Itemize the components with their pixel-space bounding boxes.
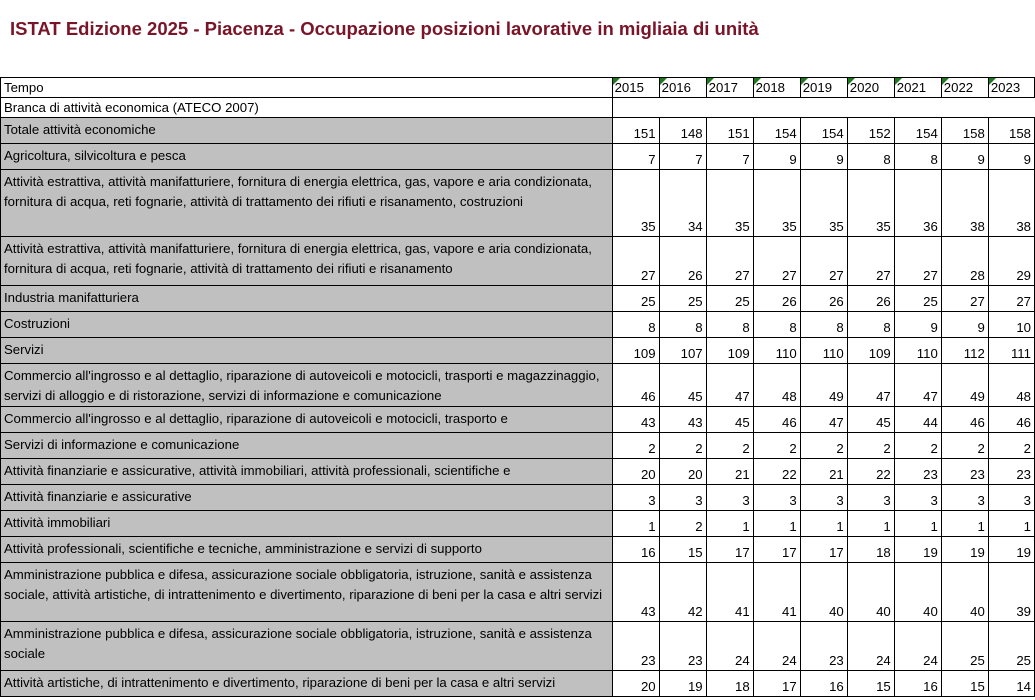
value-cell[interactable]: 8 <box>847 312 894 338</box>
value-cell[interactable]: 21 <box>800 459 847 485</box>
value-cell[interactable]: 110 <box>894 338 941 364</box>
value-cell[interactable]: 26 <box>753 286 800 312</box>
year-header[interactable] <box>612 78 659 98</box>
value-cell[interactable]: 45 <box>659 364 706 407</box>
row-label[interactable]: Industria manifatturiera <box>1 286 613 312</box>
value-cell[interactable]: 112 <box>941 338 988 364</box>
row-label[interactable]: Totale attività economiche <box>1 118 613 144</box>
value-cell[interactable]: 109 <box>612 338 659 364</box>
value-cell[interactable]: 40 <box>894 563 941 622</box>
value-cell[interactable]: 38 <box>941 170 988 237</box>
year-header[interactable] <box>800 78 847 98</box>
value-cell[interactable]: 27 <box>894 237 941 286</box>
table-row <box>1 170 1035 237</box>
year-header[interactable] <box>753 78 800 98</box>
value-cell[interactable]: 29 <box>988 237 1034 286</box>
value-cell[interactable]: 35 <box>847 170 894 237</box>
value-cell[interactable]: 2 <box>847 433 894 459</box>
value-cell[interactable]: 3 <box>847 485 894 511</box>
value-cell[interactable]: 9 <box>941 144 988 170</box>
value-cell[interactable]: 23 <box>800 622 847 671</box>
value-cell[interactable]: 14 <box>988 671 1034 697</box>
table-row <box>1 286 1035 312</box>
value-cell[interactable]: 8 <box>800 312 847 338</box>
value-cell[interactable]: 22 <box>753 459 800 485</box>
value-cell[interactable]: 3 <box>706 485 753 511</box>
value-cell[interactable]: 27 <box>800 237 847 286</box>
row-label[interactable]: Servizi <box>1 338 613 364</box>
table-row <box>1 433 1035 459</box>
value-cell[interactable]: 1 <box>800 511 847 537</box>
value-cell[interactable]: 23 <box>988 459 1034 485</box>
value-cell[interactable]: 35 <box>706 170 753 237</box>
value-cell[interactable]: 25 <box>659 286 706 312</box>
row-label[interactable]: Costruzioni <box>1 312 613 338</box>
value-cell[interactable]: 18 <box>847 537 894 563</box>
year-header[interactable] <box>941 78 988 98</box>
value-cell[interactable]: 43 <box>612 407 659 433</box>
value-cell[interactable]: 20 <box>612 459 659 485</box>
header-label[interactable]: Tempo <box>1 78 613 98</box>
value-cell[interactable]: 8 <box>612 312 659 338</box>
value-cell[interactable]: 3 <box>988 485 1034 511</box>
value-cell[interactable]: 3 <box>612 485 659 511</box>
cell-comment-marker-icon <box>660 78 667 85</box>
value-cell[interactable]: 19 <box>941 537 988 563</box>
year-header[interactable] <box>706 78 753 98</box>
value-cell[interactable]: 46 <box>941 407 988 433</box>
value-cell[interactable]: 47 <box>706 364 753 407</box>
row-label[interactable]: Servizi di informazione e comunicazione <box>1 433 613 459</box>
year-header[interactable] <box>847 78 894 98</box>
header-row <box>1 78 1035 98</box>
year-header[interactable] <box>894 78 941 98</box>
value-cell[interactable]: 38 <box>988 170 1034 237</box>
value-cell[interactable]: 19 <box>894 537 941 563</box>
table-row <box>1 407 1035 433</box>
cell-comment-marker-icon <box>801 78 808 85</box>
value-cell[interactable]: 1 <box>988 511 1034 537</box>
value-cell[interactable]: 22 <box>847 459 894 485</box>
value-cell[interactable]: 20 <box>659 459 706 485</box>
year-label: 2020 <box>849 80 880 95</box>
value-cell[interactable]: 26 <box>800 286 847 312</box>
year-label: 2019 <box>802 80 833 95</box>
value-cell[interactable]: 8 <box>706 312 753 338</box>
value-cell[interactable]: 1 <box>941 511 988 537</box>
value-cell[interactable]: 17 <box>753 671 800 697</box>
value-cell[interactable]: 23 <box>659 622 706 671</box>
year-label: 2023 <box>990 80 1021 95</box>
page-title: ISTAT Edizione 2025 - Piacenza - Occupazione posizioni lavorative in migliaia di unità <box>10 18 759 39</box>
value-cell[interactable]: 16 <box>800 671 847 697</box>
value-cell[interactable]: 17 <box>800 537 847 563</box>
value-cell[interactable]: 26 <box>847 286 894 312</box>
value-cell[interactable]: 154 <box>800 118 847 144</box>
value-cell[interactable]: 23 <box>894 459 941 485</box>
value-cell[interactable]: 158 <box>988 118 1034 144</box>
value-cell[interactable]: 24 <box>753 622 800 671</box>
value-cell[interactable]: 40 <box>847 563 894 622</box>
table-row <box>1 338 1035 364</box>
row-label[interactable]: Attività estrattiva, attività manifatturiere, fornitura di energia elettrica, gas, vapore e aria condizionata, fornitura di acqua, reti fognarie, attività di trattamento dei rifiuti e risanamento <box>1 237 613 286</box>
value-cell[interactable]: 148 <box>659 118 706 144</box>
value-cell[interactable]: 1 <box>612 511 659 537</box>
value-cell[interactable]: 154 <box>753 118 800 144</box>
value-cell[interactable]: 25 <box>988 622 1034 671</box>
table-row <box>1 511 1035 537</box>
value-cell[interactable]: 27 <box>847 237 894 286</box>
table-row <box>1 364 1035 407</box>
value-cell[interactable]: 35 <box>612 170 659 237</box>
row-label[interactable]: Attività professionali, scientifiche e tecniche, amministrazione e servizi di supporto <box>1 537 613 563</box>
cell-comment-marker-icon <box>848 78 855 85</box>
value-cell[interactable]: 3 <box>894 485 941 511</box>
value-cell[interactable]: 46 <box>612 364 659 407</box>
row-label[interactable]: Commercio all'ingrosso e al dettaglio, riparazione di autoveicoli e motocicli, trasporto e <box>1 407 613 433</box>
year-label: 2018 <box>755 80 786 95</box>
value-cell[interactable]: 28 <box>941 237 988 286</box>
value-cell[interactable]: 19 <box>988 537 1034 563</box>
subheader-row <box>1 98 1035 118</box>
value-cell[interactable]: 41 <box>753 563 800 622</box>
cell-comment-marker-icon <box>942 78 949 85</box>
value-cell[interactable]: 40 <box>800 563 847 622</box>
value-cell[interactable]: 9 <box>800 144 847 170</box>
value-cell[interactable]: 3 <box>659 485 706 511</box>
value-cell[interactable]: 1 <box>894 511 941 537</box>
subheader-label[interactable]: Branca di attività economica (ATECO 2007) <box>1 98 613 118</box>
value-cell[interactable]: 20 <box>612 671 659 697</box>
value-cell[interactable]: 2 <box>800 433 847 459</box>
value-cell[interactable]: 35 <box>753 170 800 237</box>
value-cell[interactable]: 2 <box>612 433 659 459</box>
value-cell[interactable]: 1 <box>847 511 894 537</box>
value-cell[interactable]: 8 <box>847 144 894 170</box>
value-cell[interactable]: 110 <box>753 338 800 364</box>
value-cell[interactable]: 2 <box>659 511 706 537</box>
row-label[interactable]: Attività artistiche, di intrattenimento e divertimento, riparazione di beni per la casa e altri servizi <box>1 671 613 697</box>
value-cell[interactable]: 25 <box>612 286 659 312</box>
value-cell[interactable]: 49 <box>800 364 847 407</box>
value-cell[interactable]: 3 <box>941 485 988 511</box>
value-cell[interactable]: 49 <box>941 364 988 407</box>
value-cell[interactable]: 2 <box>988 433 1034 459</box>
value-cell[interactable]: 2 <box>659 433 706 459</box>
value-cell[interactable]: 15 <box>847 671 894 697</box>
year-label: 2016 <box>661 80 691 95</box>
table-body <box>1 78 1035 697</box>
value-cell[interactable]: 2 <box>706 433 753 459</box>
value-cell[interactable]: 27 <box>612 237 659 286</box>
year-label: 2017 <box>708 80 738 95</box>
value-cell[interactable]: 109 <box>847 338 894 364</box>
table-row <box>1 459 1035 485</box>
value-cell[interactable]: 40 <box>941 563 988 622</box>
value-cell[interactable]: 41 <box>706 563 753 622</box>
value-cell[interactable]: 2 <box>894 433 941 459</box>
value-cell[interactable]: 48 <box>988 364 1034 407</box>
value-cell[interactable]: 42 <box>659 563 706 622</box>
cell-comment-marker-icon <box>895 78 902 85</box>
value-cell[interactable]: 16 <box>612 537 659 563</box>
value-cell[interactable]: 24 <box>706 622 753 671</box>
cell-comment-marker-icon <box>754 78 761 85</box>
row-label[interactable]: Attività estrattiva, attività manifatturiere, fornitura di energia elettrica, gas, vapore e aria condizionata, fornitura di acqua, reti fognarie, attività di trattamento dei rifiuti e risanamento, costruzioni <box>1 170 613 237</box>
year-label: 2015 <box>614 80 644 95</box>
value-cell[interactable]: 45 <box>847 407 894 433</box>
table-row <box>1 144 1035 170</box>
value-cell[interactable]: 27 <box>941 286 988 312</box>
value-cell[interactable]: 2 <box>941 433 988 459</box>
table-row <box>1 118 1035 144</box>
value-cell[interactable]: 47 <box>894 364 941 407</box>
year-header[interactable] <box>988 78 1034 98</box>
row-label[interactable]: Agricoltura, silvicoltura e pesca <box>1 144 613 170</box>
value-cell[interactable]: 39 <box>988 563 1034 622</box>
value-cell[interactable]: 23 <box>941 459 988 485</box>
value-cell[interactable]: 17 <box>706 537 753 563</box>
value-cell[interactable]: 25 <box>706 286 753 312</box>
value-cell[interactable]: 7 <box>706 144 753 170</box>
row-label[interactable]: Attività finanziarie e assicurative, attività immobiliari, attività professionali, scientifiche e <box>1 459 613 485</box>
value-cell[interactable]: 44 <box>894 407 941 433</box>
year-header[interactable] <box>659 78 706 98</box>
value-cell[interactable]: 110 <box>800 338 847 364</box>
value-cell[interactable]: 24 <box>894 622 941 671</box>
row-label[interactable]: Amministrazione pubblica e difesa, assicurazione sociale obbligatoria, istruzione, sanità e assistenza sociale <box>1 622 613 671</box>
data-table <box>0 77 1035 697</box>
value-cell[interactable]: 15 <box>659 537 706 563</box>
value-cell[interactable]: 9 <box>894 312 941 338</box>
subheader-blank <box>612 98 1034 118</box>
value-cell[interactable]: 107 <box>659 338 706 364</box>
row-label[interactable]: Commercio all'ingrosso e al dettaglio, riparazione di autoveicoli e motocicli, trasporti e magazzinaggio, servizi di alloggio e di ristorazione, servizi di informazione e comunicazione <box>1 364 613 407</box>
value-cell[interactable]: 15 <box>941 671 988 697</box>
table-row <box>1 485 1035 511</box>
value-cell[interactable]: 8 <box>659 312 706 338</box>
value-cell[interactable]: 27 <box>988 286 1034 312</box>
year-label: 2022 <box>943 80 974 95</box>
value-cell[interactable]: 24 <box>847 622 894 671</box>
value-cell[interactable]: 18 <box>706 671 753 697</box>
value-cell[interactable]: 7 <box>659 144 706 170</box>
row-label[interactable]: Attività finanziarie e assicurative <box>1 485 613 511</box>
value-cell[interactable]: 45 <box>706 407 753 433</box>
value-cell[interactable]: 19 <box>659 671 706 697</box>
value-cell[interactable]: 23 <box>612 622 659 671</box>
table-row <box>1 537 1035 563</box>
value-cell[interactable]: 8 <box>894 144 941 170</box>
value-cell[interactable]: 8 <box>753 312 800 338</box>
table-row <box>1 671 1035 697</box>
row-label[interactable]: Amministrazione pubblica e difesa, assicurazione sociale obbligatoria, istruzione, sanità e assistenza sociale, attività artistiche, di intrattenimento e divertimento, riparazione di beni per la casa e altri servizi <box>1 563 613 622</box>
value-cell[interactable]: 1 <box>706 511 753 537</box>
value-cell[interactable]: 7 <box>612 144 659 170</box>
value-cell[interactable]: 16 <box>894 671 941 697</box>
value-cell[interactable]: 35 <box>800 170 847 237</box>
value-cell[interactable]: 109 <box>706 338 753 364</box>
value-cell[interactable]: 43 <box>612 563 659 622</box>
value-cell[interactable]: 27 <box>706 237 753 286</box>
value-cell[interactable]: 47 <box>800 407 847 433</box>
value-cell[interactable]: 27 <box>753 237 800 286</box>
value-cell[interactable]: 26 <box>659 237 706 286</box>
value-cell[interactable]: 3 <box>753 485 800 511</box>
value-cell[interactable]: 47 <box>847 364 894 407</box>
table-row <box>1 622 1035 671</box>
value-cell[interactable]: 1 <box>753 511 800 537</box>
value-cell[interactable]: 43 <box>659 407 706 433</box>
value-cell[interactable]: 9 <box>988 144 1034 170</box>
value-cell[interactable]: 111 <box>988 338 1034 364</box>
value-cell[interactable]: 25 <box>894 286 941 312</box>
cell-comment-marker-icon <box>613 78 620 85</box>
value-cell[interactable]: 9 <box>941 312 988 338</box>
value-cell[interactable]: 3 <box>800 485 847 511</box>
value-cell[interactable]: 152 <box>847 118 894 144</box>
value-cell[interactable]: 34 <box>659 170 706 237</box>
value-cell[interactable]: 21 <box>706 459 753 485</box>
value-cell[interactable]: 10 <box>988 312 1034 338</box>
value-cell[interactable]: 2 <box>753 433 800 459</box>
row-label[interactable]: Attività immobiliari <box>1 511 613 537</box>
value-cell[interactable]: 36 <box>894 170 941 237</box>
cell-comment-marker-icon <box>989 78 996 85</box>
value-cell[interactable]: 9 <box>753 144 800 170</box>
value-cell[interactable]: 151 <box>706 118 753 144</box>
value-cell[interactable]: 17 <box>753 537 800 563</box>
table-row <box>1 237 1035 286</box>
value-cell[interactable]: 25 <box>941 622 988 671</box>
table-row <box>1 312 1035 338</box>
value-cell[interactable]: 48 <box>753 364 800 407</box>
value-cell[interactable]: 158 <box>941 118 988 144</box>
table-row <box>1 563 1035 622</box>
value-cell[interactable]: 46 <box>753 407 800 433</box>
year-label: 2021 <box>896 80 927 95</box>
value-cell[interactable]: 46 <box>988 407 1034 433</box>
value-cell[interactable]: 151 <box>612 118 659 144</box>
value-cell[interactable]: 154 <box>894 118 941 144</box>
cell-comment-marker-icon <box>707 78 714 85</box>
